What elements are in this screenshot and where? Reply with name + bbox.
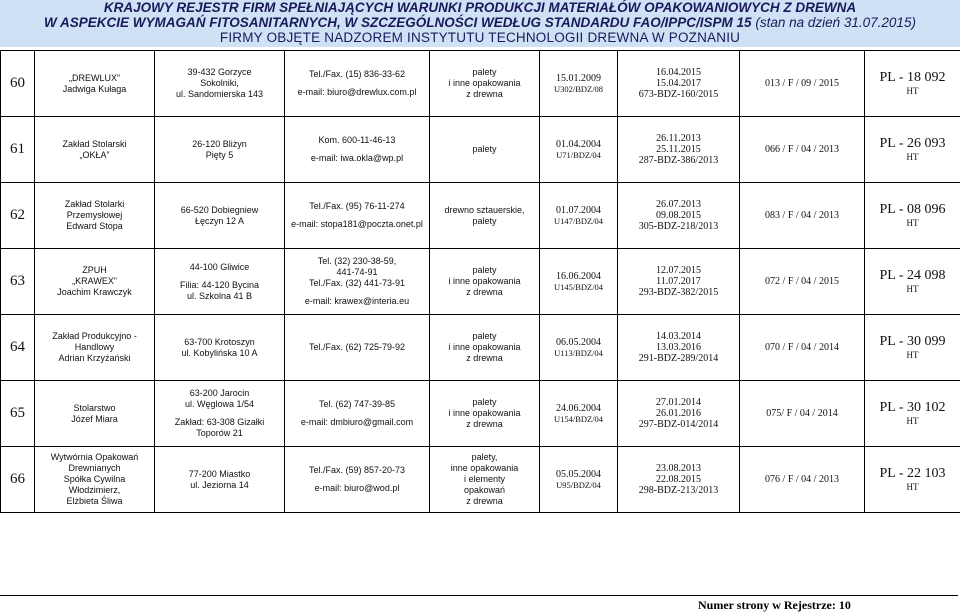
product-line: drewno sztauerskie, [444, 204, 525, 215]
validity-dates [618, 447, 740, 513]
validity-line: 25.11.2015 [656, 144, 701, 155]
registration-cert: U154/BDZ/04 [553, 413, 604, 424]
table-row [1, 447, 960, 513]
register-reference: 076 / F / 04 / 2013 [740, 447, 865, 513]
validity-line: 13.03.2016 [656, 342, 701, 353]
validity-dates [618, 183, 740, 249]
address-line: Toporów 21 [196, 428, 243, 438]
validity-line: 14.03.2014 [656, 331, 701, 342]
ippc-mark [865, 381, 960, 447]
registration-date [540, 249, 618, 315]
entry-number: 62 [1, 183, 35, 249]
ippc-mark [865, 183, 960, 249]
ippc-code: PL - 24 098 [879, 268, 946, 283]
products [430, 315, 540, 381]
register-reference: 070 / F / 04 / 2014 [740, 315, 865, 381]
register-reference: 013 / F / 09 / 2015 [740, 51, 865, 117]
company-address [155, 315, 285, 381]
contact-line [287, 80, 427, 87]
company-name-line: Edward Stopa [66, 221, 123, 231]
company-name-line: Przemysłowej [66, 210, 123, 220]
company-address [155, 381, 285, 447]
company-name-line: Zakład Stolarki [64, 199, 125, 209]
table-row [1, 381, 960, 447]
validity-line: 297-BDZ-014/2014 [638, 419, 719, 430]
company-name [35, 249, 155, 315]
product-line: z drewna [466, 353, 503, 363]
company-name-line: Drewnianych [68, 463, 121, 473]
product-line: palety [472, 331, 497, 341]
registration-date [540, 447, 618, 513]
treatment-code: HT [906, 284, 919, 294]
ippc-code: PL - 08 096 [879, 202, 946, 217]
entry-number: 66 [1, 447, 35, 513]
validity-dates [618, 117, 740, 183]
validity-line: 26.01.2016 [656, 408, 701, 419]
page-footer [698, 598, 851, 613]
registration-date-value: 24.06.2004 [556, 402, 601, 414]
company-address [155, 51, 285, 117]
validity-line: 673-BDZ-160/2015 [638, 89, 719, 100]
ippc-mark [865, 117, 960, 183]
products [430, 249, 540, 315]
company-name-line: Elżbieta Śliwa [66, 496, 123, 506]
table-row [1, 51, 960, 117]
treatment-code: HT [906, 482, 919, 492]
validity-dates [618, 51, 740, 117]
product-line: palety, [471, 452, 498, 462]
table-row [1, 249, 960, 315]
register-reference: 066 / F / 04 / 2013 [740, 117, 865, 183]
validity-line: 26.11.2013 [656, 133, 701, 144]
product-line: opakowań [463, 485, 506, 495]
company-name-line: Jadwiga Kułaga [62, 83, 127, 94]
company-contact [285, 447, 430, 513]
products [430, 117, 540, 183]
company-contact [285, 381, 430, 447]
entry-number: 60 [1, 51, 35, 117]
validity-line: 298-BDZ-213/2013 [638, 485, 719, 496]
address-line [157, 273, 282, 280]
company-name [35, 381, 155, 447]
contact-line: e-mail: dmbiuro@gmail.com [300, 417, 414, 427]
registration-date [540, 51, 618, 117]
validity-line: 23.08.2013 [656, 463, 701, 474]
ippc-mark [865, 249, 960, 315]
ippc-code: PL - 26 093 [879, 136, 946, 151]
company-name-line: Handlowy [74, 342, 115, 352]
address-line: ul. Kobylińska 10 A [181, 347, 258, 358]
address-line: 63-200 Jarocin [189, 388, 250, 398]
address-line: Sokolniki, [200, 78, 239, 88]
contact-line: Tel./Fax. (95) 76-11-274 [309, 201, 405, 211]
contact-line [287, 289, 427, 296]
company-name-line: Zakład Produkcyjno - [52, 331, 137, 341]
ippc-mark [865, 51, 960, 117]
ippc-mark [865, 447, 960, 513]
validity-line: 26.07.2013 [656, 199, 701, 210]
header-title-line1: KRAJOWY REJESTR FIRM SPEŁNIAJĄCYCH WARUNKI PRODUKCJI MATERIAŁÓW OPAKOWANIOWYCH Z DREWNA [103, 0, 857, 15]
contact-line: Tel. (62) 747-39-85 [318, 399, 396, 409]
treatment-code: HT [906, 416, 919, 426]
company-name-line: Józef Miara [71, 413, 118, 424]
company-name-line: Wytwórnia Opakowań [50, 452, 139, 462]
header-title-line3: FIRMY OBJĘTE NADZOREM INSTYTUTU TECHNOLOGII DREWNA W POZNANIU [219, 30, 741, 45]
products [430, 381, 540, 447]
address-line: 66-520 Dobiegniew [180, 204, 259, 215]
address-line: ul. Jeziorna 14 [190, 479, 249, 490]
company-contact [285, 315, 430, 381]
address-line: Filia: 44-120 Bycina [179, 279, 260, 290]
ippc-code: PL - 18 092 [879, 70, 946, 85]
address-line [157, 410, 282, 417]
validity-line: 291-BDZ-289/2014 [638, 353, 719, 364]
company-name-line: „KRAWEX” [72, 276, 117, 286]
entry-number: 65 [1, 381, 35, 447]
company-address [155, 249, 285, 315]
validity-line: 15.04.2017 [656, 78, 701, 89]
product-line: i inne opakowania [448, 78, 521, 88]
registration-date [540, 315, 618, 381]
register-reference: 083 / F / 04 / 2013 [740, 183, 865, 249]
address-line: ul. Szkolna 41 B [186, 290, 253, 301]
contact-line [287, 212, 427, 219]
validity-line: 293-BDZ-382/2015 [638, 287, 719, 298]
company-contact [285, 117, 430, 183]
contact-line: Tel. (32) 230-38-59, [317, 256, 397, 266]
header-line2-main: W ASPEKCIE WYMAGAŃ FITOSANITARNYCH, W SZCZEGÓLNOŚCI WEDŁUG STANDARDU FAO/IPPC/ISPM 15 [44, 15, 752, 30]
product-line: z drewna [466, 287, 503, 297]
product-line: z drewna [466, 419, 503, 429]
product-line: i elementy [463, 474, 506, 484]
address-line: 44-100 Gliwice [189, 261, 250, 272]
table-row [1, 117, 960, 183]
registration-date [540, 381, 618, 447]
company-contact [285, 183, 430, 249]
register-table [0, 50, 960, 513]
ippc-code: PL - 22 103 [879, 466, 946, 481]
contact-line: Tel./Fax. (32) 441-73-91 [308, 278, 406, 288]
product-line: inne opakowania [450, 463, 519, 473]
registration-date-value: 06.05.2004 [556, 336, 601, 348]
contact-line [287, 410, 427, 417]
ippc-code: PL - 30 102 [879, 400, 946, 415]
contact-line: e-mail: krawex@interia.eu [304, 296, 410, 306]
registration-date-value: 15.01.2009 [556, 72, 601, 84]
address-line: ul. Sandomierska 143 [175, 89, 264, 99]
registration-cert: U302/BDZ/08 [553, 83, 604, 94]
address-line: 39-432 Gorzyce [187, 67, 252, 77]
ippc-code: PL - 30 099 [879, 334, 946, 349]
treatment-code: HT [906, 350, 919, 360]
company-name [35, 51, 155, 117]
table-row [1, 183, 960, 249]
company-contact [285, 51, 430, 117]
registration-cert: U71/BDZ/04 [556, 149, 601, 160]
register-reference: 072 / F / 04 / 2015 [740, 249, 865, 315]
validity-dates [618, 249, 740, 315]
validity-dates [618, 381, 740, 447]
footer-divider [0, 595, 958, 596]
page-number: 10 [838, 598, 851, 612]
registration-cert: U147/BDZ/04 [553, 215, 604, 226]
contact-line: e-mail: biuro@wod.pl [314, 483, 400, 493]
company-name [35, 447, 155, 513]
address-line: Pięty 5 [205, 149, 234, 160]
contact-line: e-mail: iwa.okla@wp.pl [310, 153, 404, 163]
company-name-line: ZPUH [82, 265, 107, 275]
company-name [35, 315, 155, 381]
products [430, 183, 540, 249]
company-name [35, 117, 155, 183]
contact-line: Tel./Fax. (15) 836-33-62 [308, 69, 406, 79]
company-contact [285, 249, 430, 315]
treatment-code: HT [906, 86, 919, 96]
product-line: z drewna [466, 496, 503, 506]
registration-cert: U113/BDZ/04 [554, 347, 603, 358]
entry-number: 63 [1, 249, 35, 315]
company-address [155, 447, 285, 513]
contact-line: e-mail: biuro@drewlux.com.pl [297, 87, 417, 97]
treatment-code: HT [906, 152, 919, 162]
contact-line: e-mail: stopa181@poczta.onet.pl [291, 219, 423, 229]
contact-line [287, 476, 427, 483]
company-name-line: Joachim Krawczyk [57, 287, 132, 297]
validity-line: 11.07.2017 [656, 276, 701, 287]
address-line: 26-120 Bliżyn [192, 138, 247, 149]
registration-date-value: 05.05.2004 [556, 468, 601, 480]
contact-line: Tel./Fax. (59) 857-20-73 [308, 465, 406, 475]
company-name-line: Stolarstwo [73, 402, 116, 413]
products [430, 51, 540, 117]
validity-line: 09.08.2015 [656, 210, 701, 221]
contact-line: Tel./Fax. (62) 725-79-92 [308, 342, 406, 352]
header-title-line2 [0, 15, 960, 30]
validity-line: 305-BDZ-218/2013 [638, 221, 719, 232]
entry-number: 61 [1, 117, 35, 183]
validity-line: 22.08.2015 [656, 474, 701, 485]
contact-line: 441-74-91 [336, 267, 378, 277]
company-name-line: „OKŁA” [79, 149, 110, 160]
entry-number: 64 [1, 315, 35, 381]
registration-cert: U145/BDZ/04 [553, 281, 604, 292]
contact-line [287, 146, 427, 153]
registration-date [540, 117, 618, 183]
product-line: i inne opakowania [448, 342, 521, 352]
product-line: palety [472, 144, 497, 154]
address-line: ul. Węglowa 1/54 [184, 399, 255, 409]
ippc-mark [865, 315, 960, 381]
product-line: palety [472, 67, 497, 77]
company-address [155, 117, 285, 183]
company-name [35, 183, 155, 249]
product-line: palety [472, 397, 497, 407]
header-date-note: (stan na dzień 31.07.2015) [755, 15, 916, 30]
address-line: 77-200 Miastko [188, 468, 251, 479]
product-line: i inne opakowania [448, 408, 521, 418]
registration-date [540, 183, 618, 249]
validity-line: 27.01.2014 [656, 397, 701, 408]
company-name-line: Zakład Stolarski [62, 138, 127, 149]
validity-line: 16.04.2015 [656, 67, 701, 78]
company-name-line: Spółka Cywilna [63, 474, 126, 484]
page-number-label: Numer strony w Rejestrze: [698, 598, 836, 612]
registration-date-value: 01.04.2004 [556, 138, 601, 150]
validity-line: 12.07.2015 [656, 265, 701, 276]
validity-dates [618, 315, 740, 381]
address-line: Zakład: 63-308 Gizałki [174, 417, 265, 427]
register-header [0, 0, 960, 47]
product-line: z drewna [466, 89, 503, 99]
treatment-code: HT [906, 218, 919, 228]
registration-cert: U95/BDZ/04 [556, 479, 601, 490]
product-line: palety [472, 265, 497, 275]
address-line: Łęczyn 12 A [194, 215, 245, 226]
product-line: palety [472, 215, 497, 226]
address-line: 63-700 Krotoszyn [184, 336, 255, 347]
product-line: i inne opakowania [448, 276, 521, 286]
validity-line: 287-BDZ-386/2013 [638, 155, 719, 166]
products [430, 447, 540, 513]
registration-date-value: 16.06.2004 [556, 270, 601, 282]
table-row [1, 315, 960, 381]
registration-date-value: 01.07.2004 [556, 204, 601, 216]
company-address [155, 183, 285, 249]
register-reference: 075/ F / 04 / 2014 [740, 381, 865, 447]
contact-line: Kom. 600-11-46-13 [318, 135, 396, 145]
company-name-line: Adrian Krzyżański [58, 353, 131, 363]
company-name-line: Włodzimierz, [68, 485, 121, 495]
company-name-line: „DREWLUX” [69, 72, 120, 83]
